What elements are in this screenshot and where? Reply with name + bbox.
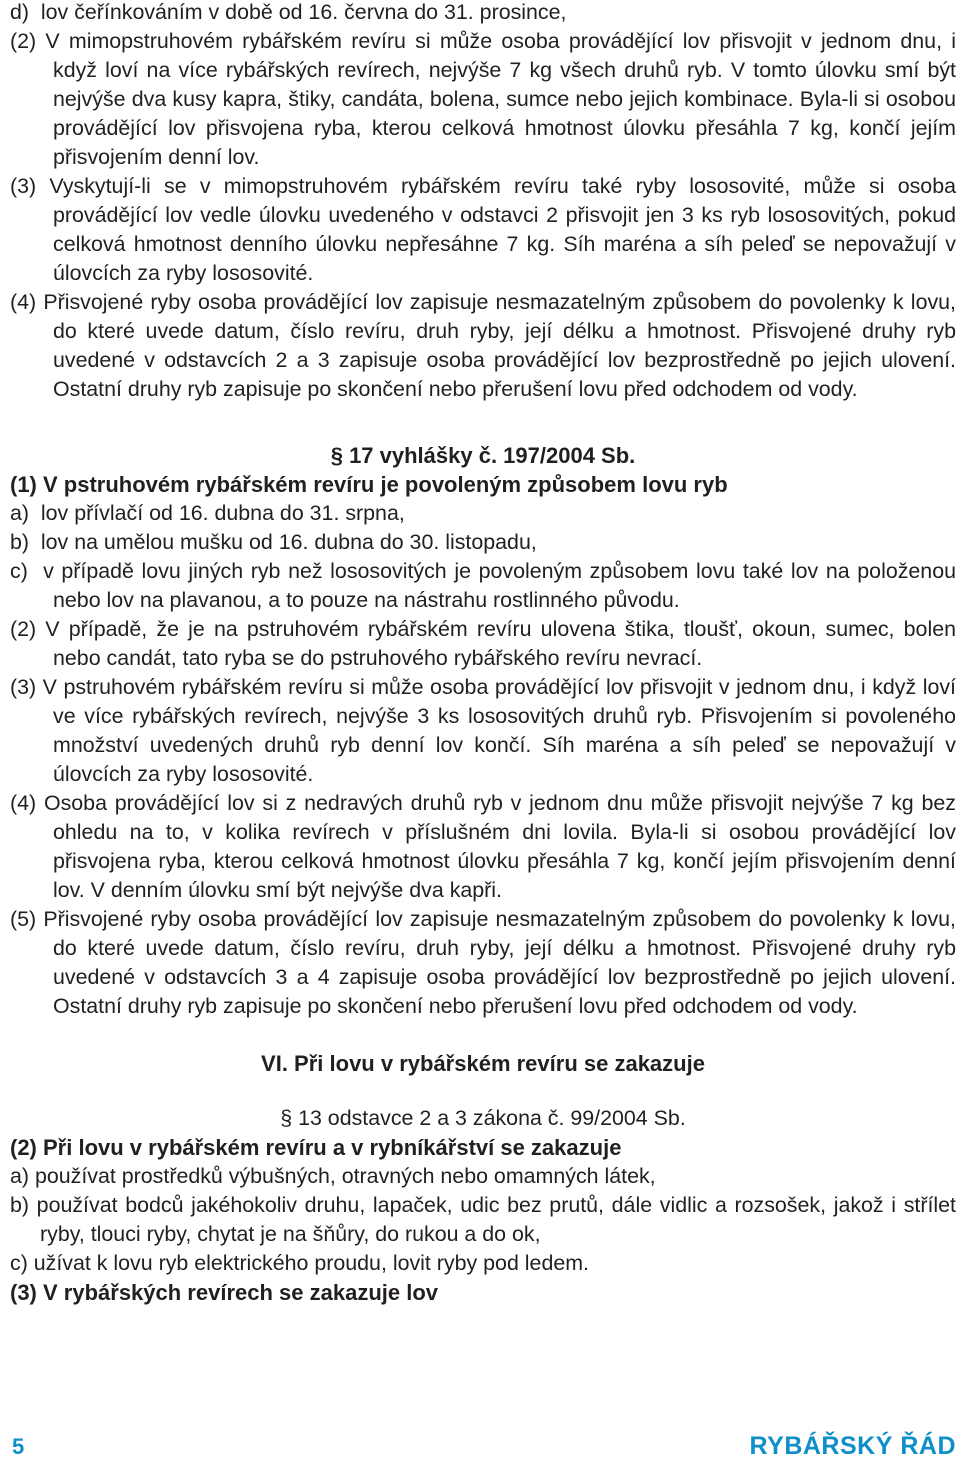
section-heading-1: (1) V pstruhovém rybářském revíru je povoleným způsobem lovu ryb	[10, 472, 728, 497]
section-heading-3: (3) V rybářských revírech se zakazuje lov	[10, 1280, 439, 1305]
page-number: 5	[12, 1434, 25, 1459]
section-heading-2: (2) Při lovu v rybářském revíru a v rybníkářství se zakazuje	[10, 1135, 622, 1160]
paragraph-q5: (5) Přisvojené ryby osoba provádějící lov zapisuje nesmazatelným způsobem do povolenky k lovu, do které uvede datum, číslo revíru, druh ryby, její délku a hmotnost. Přisvojené druhy ryb uvedené v odstavcích 3 a 4 zapisuje osoba provádějící lov bezprostředně po jejich ulovení. Ostatní druhy ryb zapisuje po skončení nebo přerušení lovu před odchodem od vody.	[10, 907, 956, 1018]
paragraph-4: (4) Přisvojené ryby osoba provádějící lov zapisuje nesmazatelným způsobem do povolenky k lovu, do které uvede datum, číslo revíru, druh ryby, její délku a hmotnost. Přisvojené druhy ryb uvedené v odstavcích 2 a 3 zapisuje osoba provádějící lov bezprostředně po jejich ulovení. Ostatní druhy ryb zapisuje po skončení nebo přerušení lovu před odchodem od vody.	[10, 290, 956, 401]
section-reference-13: § 13 odstavce 2 a 3 zákona č. 99/2004 Sb.	[280, 1106, 686, 1130]
prohibition-item-c: c) užívat k lovu ryb elektrického proudu, lovit ryby pod ledem.	[10, 1251, 589, 1275]
section-heading-vi: VI. Při lovu v rybářském revíru se zakazuje	[261, 1051, 705, 1076]
prohibition-item-b: b) používat bodců jakéhokoliv druhu, lapaček, udic bez prutů, dále vidlic a rozsošek, jakož i střílet ryby, tlouci ryby, chytat je na šňůry, do rukou a do ok,	[10, 1193, 956, 1246]
list-item-a: a) lov přívlačí od 16. dubna do 31. srpna,	[10, 501, 405, 525]
paragraph-3: (3) Vyskytují-li se v mimopstruhovém rybářském revíru také ryby lososovité, může si osoba provádějící lov vedle úlovku uvedeného v odstavci 2 přisvojit jen 3 ks ryb lososovitých, pokud celková hmotnost denního úlovku nepřesáhne 7 kg. Síh maréna a síh peleď se nepovažují v úlovcích za ryby lososovité.	[10, 174, 956, 285]
paragraph-2: (2) V mimopstruhovém rybářském revíru si může osoba provádějící lov přisvojit v jednom dnu, i když loví na více rybářských revírech, nejvýše 7 kg všech druhů ryb. V tomto úlovku smí být nejvýše dva kusy kapra, štiky, candáta, bolena, sumce nebo jejich kombinace. Byla-li si osobou provádějící lov přisvojena ryba, kterou celková hmotnost úlovku přesáhla 7 kg, končí jejím přisvojením denní lov.	[10, 29, 956, 169]
list-item-b: b) lov na umělou mušku od 16. dubna do 30. listopadu,	[10, 530, 537, 554]
document-page	[10, 0, 956, 1307]
prohibition-item-a: a) používat prostředků výbušných, otravných nebo omamných látek,	[10, 1164, 656, 1188]
paragraph-q3: (3) V pstruhovém rybářském revíru si může osoba provádějící lov přisvojit v jednom dnu, i když loví ve více rybářských revírech, nejvýše 3 ks lososovitých druhů ryb. Přisvojením si povoleného množství uvedených druhů ryb denní lov končí. Síh maréna a síh peleď se nepovažují v úlovcích za ryby lososovité.	[10, 675, 956, 786]
paragraph-q4: (4) Osoba provádějící lov si z nedravých druhů ryb v jednom dnu může přisvojit nejvýše 7 kg bez ohledu na to, v kolika revírech v příslušném dni lovila. Byla-li si osobou provádějící lov přisvojena ryba, kterou celková hmotnost úlovku přesáhla 7 kg, končí jejím přisvojením denní lov. V denním úlovku smí být nejvýše dva kapři.	[10, 791, 956, 902]
paragraph-d: d) lov čeřínkováním v době od 16. června do 31. prosince,	[10, 0, 567, 24]
section-reference-17: § 17 vyhlášky č. 197/2004 Sb.	[330, 443, 636, 468]
list-item-c: c) v případě lovu jiných ryb než lososovitých je povoleným způsobem lovu také lov na položenou nebo lov na plavanou, a to pouze na nástrahu rostlinného původu.	[10, 559, 956, 612]
paragraph-q2: (2) V případě, že je na pstruhovém rybářském revíru ulovena štika, tloušť, okoun, sumec, bolen nebo candát, tato ryba se do pstruhového rybářského revíru nevrací.	[10, 617, 956, 670]
footer-title: RYBÁŘSKÝ ŘÁD	[749, 1432, 956, 1460]
